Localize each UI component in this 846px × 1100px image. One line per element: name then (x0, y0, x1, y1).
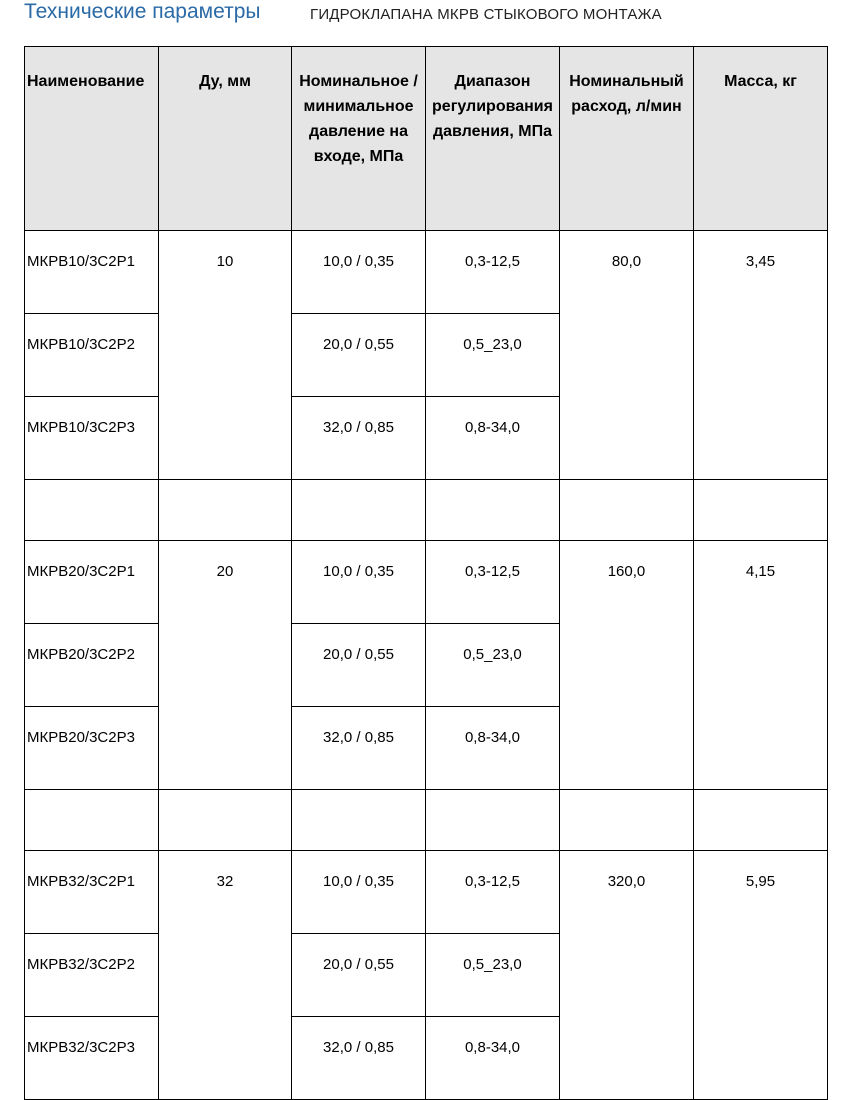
cell-name: МКРВ20/3С2Р1 (25, 541, 159, 624)
spacer-row (25, 790, 828, 851)
column-header-mass: Масса, кг (694, 47, 828, 231)
cell-range: 0,5_23,0 (426, 934, 560, 1017)
cell-range: 0,3-12,5 (426, 851, 560, 934)
cell-pressure: 20,0 / 0,55 (292, 624, 426, 707)
cell-du: 10 (159, 231, 292, 480)
column-header-flow: Номинальный расход, л/мин (560, 47, 694, 231)
cell-range: 0,3-12,5 (426, 231, 560, 314)
cell-name: МКРВ10/3С2Р3 (25, 397, 159, 480)
cell-pressure: 32,0 / 0,85 (292, 707, 426, 790)
parameters-table (24, 46, 828, 1100)
cell-pressure: 20,0 / 0,55 (292, 314, 426, 397)
column-header-name: Наименование (25, 47, 159, 231)
cell-mass: 3,45 (694, 231, 828, 480)
cell-name: МКРВ10/3С2Р2 (25, 314, 159, 397)
cell-pressure: 32,0 / 0,85 (292, 1017, 426, 1100)
cell-name: МКРВ32/3С2Р1 (25, 851, 159, 934)
cell-mass: 4,15 (694, 541, 828, 790)
cell-range: 0,8-34,0 (426, 397, 560, 480)
table-row (25, 851, 828, 934)
cell-flow: 160,0 (560, 541, 694, 790)
cell-range: 0,8-34,0 (426, 707, 560, 790)
spacer-row (25, 480, 828, 541)
cell-range: 0,8-34,0 (426, 1017, 560, 1100)
cell-pressure: 20,0 / 0,55 (292, 934, 426, 1017)
cell-du: 32 (159, 851, 292, 1100)
cell-name: МКРВ20/3С2Р3 (25, 707, 159, 790)
cell-pressure: 10,0 / 0,35 (292, 231, 426, 314)
cell-name: МКРВ10/3С2Р1 (25, 231, 159, 314)
cell-pressure: 10,0 / 0,35 (292, 851, 426, 934)
cell-du: 20 (159, 541, 292, 790)
cell-name: МКРВ20/3С2Р2 (25, 624, 159, 707)
table-row (25, 541, 828, 624)
cell-flow: 80,0 (560, 231, 694, 480)
page-subtitle: ГИДРОКЛАПАНА МКРВ СТЫКОВОГО МОНТАЖА (310, 6, 662, 23)
cell-pressure: 32,0 / 0,85 (292, 397, 426, 480)
table-header-row (25, 47, 828, 231)
cell-name: МКРВ32/3С2Р3 (25, 1017, 159, 1100)
cell-name: МКРВ32/3С2Р2 (25, 934, 159, 1017)
column-header-pressure: Номинальное / минимальное давление на входе, МПа (292, 47, 426, 231)
cell-mass: 5,95 (694, 851, 828, 1100)
column-header-du: Ду, мм (159, 47, 292, 231)
page-title: Технические параметры (24, 0, 261, 23)
cell-range: 0,5_23,0 (426, 624, 560, 707)
table-row (25, 231, 828, 314)
cell-range: 0,5_23,0 (426, 314, 560, 397)
cell-flow: 320,0 (560, 851, 694, 1100)
column-header-range: Диапазон регулирования давления, МПа (426, 47, 560, 231)
cell-range: 0,3-12,5 (426, 541, 560, 624)
cell-pressure: 10,0 / 0,35 (292, 541, 426, 624)
